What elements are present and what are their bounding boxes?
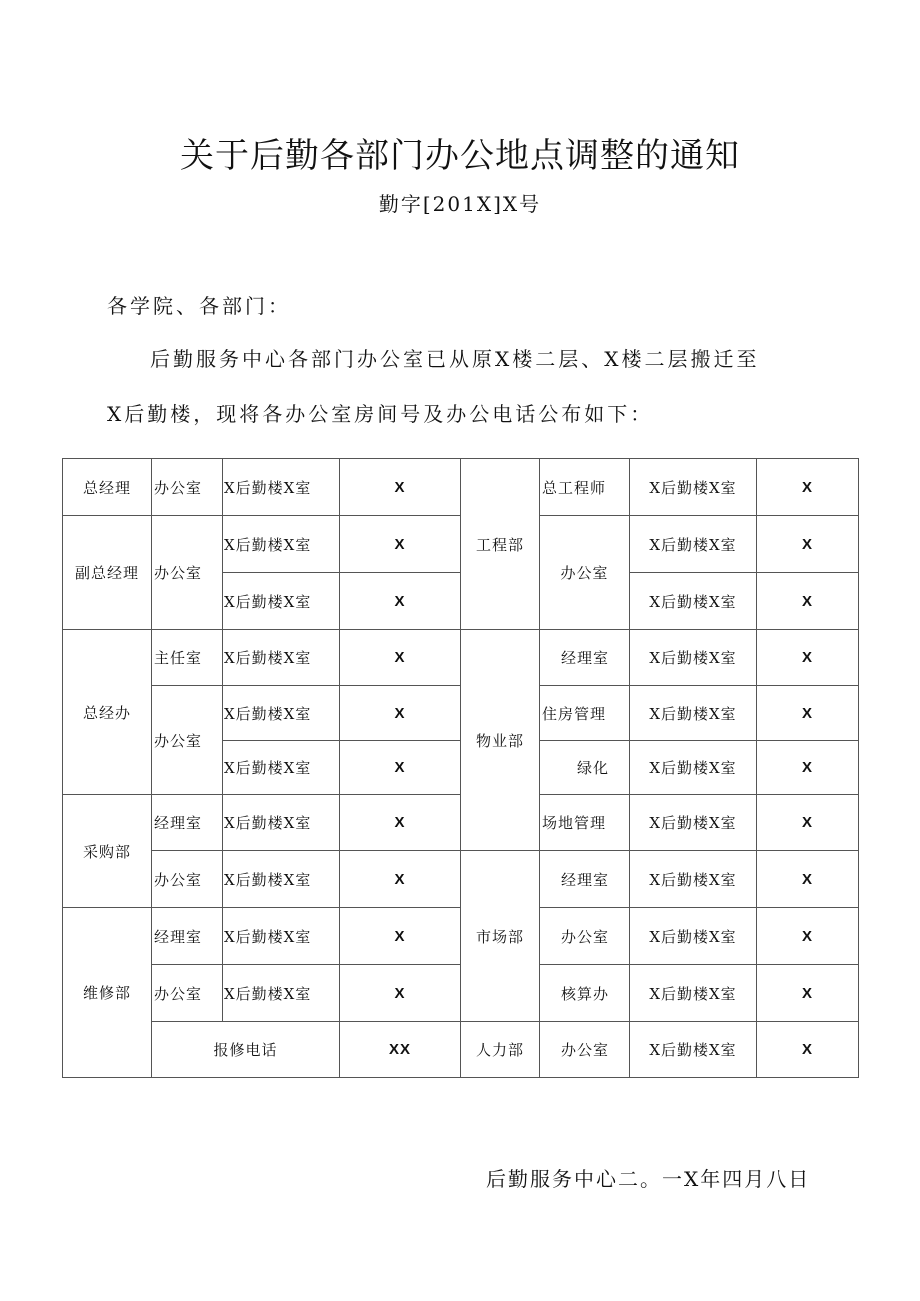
room-type-cell: 办公室 bbox=[152, 459, 223, 516]
table-row bbox=[63, 1022, 859, 1078]
location-cell: X后勤楼X室 bbox=[630, 965, 757, 1022]
phone-cell: X bbox=[340, 459, 461, 516]
location-cell: X后勤楼X室 bbox=[223, 630, 340, 686]
dept-cell: 总经理 bbox=[63, 459, 152, 516]
location-cell: X后勤楼X室 bbox=[630, 686, 757, 741]
room-type-cell: 办公室 bbox=[540, 1022, 630, 1078]
phone-cell: X bbox=[340, 851, 461, 908]
table-row bbox=[63, 851, 859, 908]
location-cell: X后勤楼X室 bbox=[223, 908, 340, 965]
room-type-cell: 经理室 bbox=[540, 630, 630, 686]
phone-cell: X bbox=[340, 630, 461, 686]
room-type-cell: 经理室 bbox=[152, 908, 223, 965]
location-cell: X后勤楼X室 bbox=[630, 851, 757, 908]
phone-cell: X bbox=[757, 573, 859, 630]
phone-cell: X bbox=[340, 965, 461, 1022]
room-type-cell: 办公室 bbox=[152, 516, 223, 630]
room-type-cell: 经理室 bbox=[152, 795, 223, 851]
location-cell: X后勤楼X室 bbox=[630, 459, 757, 516]
dept-cell: 副总经理 bbox=[63, 516, 152, 630]
phone-cell: X bbox=[757, 741, 859, 795]
location-cell: X后勤楼X室 bbox=[223, 573, 340, 630]
phone-cell: X bbox=[340, 686, 461, 741]
room-type-cell: 总工程师 bbox=[540, 459, 630, 516]
signature-date: 后勤服务中心二。一X年四月八日 bbox=[486, 1167, 811, 1191]
room-type-cell: 经理室 bbox=[540, 851, 630, 908]
location-cell: X后勤楼X室 bbox=[630, 795, 757, 851]
location-cell: X后勤楼X室 bbox=[223, 516, 340, 573]
document-number: 勤字[201X]X号 bbox=[378, 192, 542, 216]
phone-cell: X bbox=[757, 965, 859, 1022]
phone-cell: X bbox=[757, 795, 859, 851]
location-cell: X后勤楼X室 bbox=[223, 851, 340, 908]
phone-cell: X bbox=[757, 1022, 859, 1078]
table-row bbox=[63, 630, 859, 686]
room-type-cell: 办公室 bbox=[152, 851, 223, 908]
room-type-cell: 办公室 bbox=[540, 516, 630, 630]
room-type-cell: 住房管理 bbox=[540, 686, 630, 741]
room-type-cell: 核算办 bbox=[540, 965, 630, 1022]
room-type-cell: 场地管理 bbox=[540, 795, 630, 851]
location-cell: X后勤楼X室 bbox=[223, 741, 340, 795]
dept-cell: 工程部 bbox=[461, 459, 540, 630]
location-cell: X后勤楼X室 bbox=[630, 630, 757, 686]
phone-cell: X bbox=[757, 630, 859, 686]
table-row bbox=[63, 459, 859, 516]
room-type-cell: 绿化 bbox=[540, 741, 630, 795]
location-cell: X后勤楼X室 bbox=[630, 741, 757, 795]
dept-cell: 采购部 bbox=[63, 795, 152, 908]
phone-cell: X bbox=[340, 516, 461, 573]
phone-cell: X bbox=[340, 573, 461, 630]
phone-cell: X bbox=[757, 459, 859, 516]
room-type-cell: 办公室 bbox=[540, 908, 630, 965]
location-cell: X后勤楼X室 bbox=[223, 795, 340, 851]
dept-cell: 总经办 bbox=[63, 630, 152, 795]
salutation: 各学院、各部门： bbox=[107, 294, 291, 318]
location-cell: X后勤楼X室 bbox=[630, 908, 757, 965]
room-type-cell: 办公室 bbox=[152, 686, 223, 795]
location-cell: X后勤楼X室 bbox=[630, 573, 757, 630]
phone-cell: X bbox=[757, 686, 859, 741]
repair-hotline-phone: XX bbox=[340, 1022, 461, 1078]
phone-cell: X bbox=[340, 908, 461, 965]
repair-hotline-label: 报修电话 bbox=[152, 1022, 340, 1078]
notice-title: 关于后勤各部门办公地点调整的通知 bbox=[180, 136, 740, 176]
room-type-cell: 办公室 bbox=[152, 965, 223, 1022]
location-cell: X后勤楼X室 bbox=[223, 965, 340, 1022]
body-paragraph-line-1: 后勤服务中心各部门办公室已从原X楼二层、X楼二层搬迁至 bbox=[150, 347, 760, 371]
phone-cell: X bbox=[340, 741, 461, 795]
body-paragraph-line-2: X后勤楼，现将各办公室房间号及办公电话公布如下： bbox=[107, 402, 654, 426]
location-cell: X后勤楼X室 bbox=[630, 516, 757, 573]
phone-cell: X bbox=[340, 795, 461, 851]
location-cell: X后勤楼X室 bbox=[223, 686, 340, 741]
dept-cell: 市场部 bbox=[461, 851, 540, 1022]
location-cell: X后勤楼X室 bbox=[630, 1022, 757, 1078]
phone-cell: X bbox=[757, 516, 859, 573]
phone-cell: X bbox=[757, 908, 859, 965]
location-cell: X后勤楼X室 bbox=[223, 459, 340, 516]
room-type-cell: 主任室 bbox=[152, 630, 223, 686]
dept-cell: 人力部 bbox=[461, 1022, 540, 1078]
dept-cell: 维修部 bbox=[63, 908, 152, 1078]
phone-cell: X bbox=[757, 851, 859, 908]
office-directory-table bbox=[62, 458, 859, 1078]
dept-cell: 物业部 bbox=[461, 630, 540, 851]
